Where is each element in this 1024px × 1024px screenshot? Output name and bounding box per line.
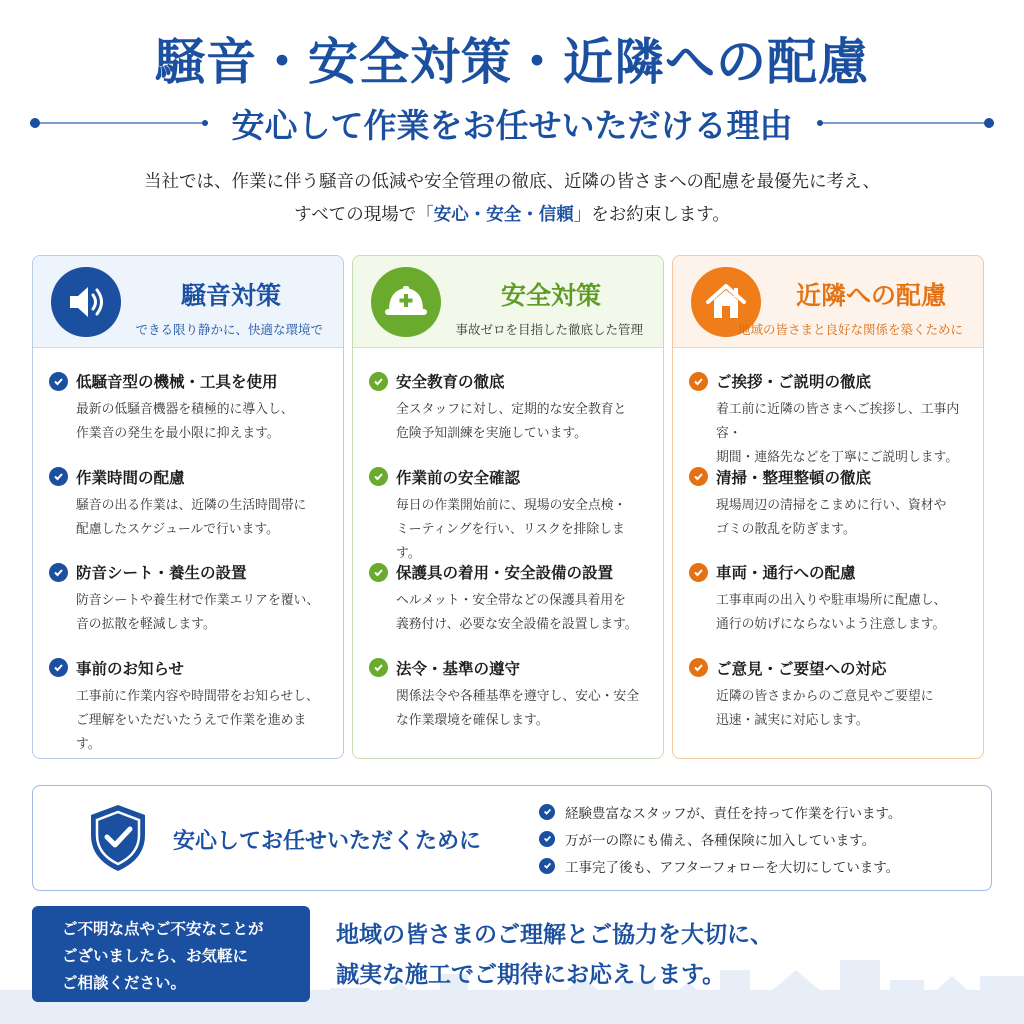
list-item xyxy=(539,852,901,879)
closing-line: 地域の皆さまのご理解とご協力を大切に、 xyxy=(336,921,773,948)
shield-check-icon xyxy=(85,802,151,878)
item-desc-line: 騒音の出る作業は、近隣の生活時間帯に xyxy=(76,497,307,513)
list-item xyxy=(689,657,969,753)
list-item xyxy=(369,657,649,753)
list-item xyxy=(689,370,969,466)
item-desc-line: 着工前に近隣の皆さまへご挨拶し、工事内容・ xyxy=(716,402,960,441)
list-item xyxy=(689,466,969,562)
card-neighborhood-header xyxy=(673,256,983,348)
check-icon xyxy=(369,372,388,391)
item-desc-line: 危険予知訓練を実施しています。 xyxy=(396,426,587,441)
card-neighborhood-title: 近隣への配慮 xyxy=(795,281,946,310)
card-safety-header xyxy=(353,256,663,348)
list-item xyxy=(539,798,901,825)
list-item xyxy=(369,561,649,657)
intro-line-2 xyxy=(0,199,1024,232)
item-desc-line: 迅速・誠実に対応します。 xyxy=(716,712,869,728)
assurance-item-text: 経験豊富なスタッフが、責任を持って作業を行います。 xyxy=(565,805,902,822)
card-neighborhood-subtitle: 地域の皆さまと良好な関係を築くために xyxy=(737,322,963,337)
item-desc-line: ヘルメット・安全帯などの保護具着用を xyxy=(396,593,626,608)
item-title: 法令・基準の遵守 xyxy=(396,659,521,678)
intro-line-1: 当社では、作業に伴う騒音の低減や安全管理の徹底、近隣の皆さまへの配慮を最優先に考え、 xyxy=(143,172,881,192)
list-item xyxy=(49,561,329,657)
item-desc-line: 義務付け、必要な安全設備を設置します。 xyxy=(396,617,638,632)
item-desc-line: 近隣の皆さまからのご意見やご要望に xyxy=(716,688,934,704)
closing-line: 誠実な施工でご期待にお応えします。 xyxy=(336,961,726,988)
page-subtitle: 安心して作業をお任せいただける理由 xyxy=(231,105,793,145)
card-noise-subtitle: できる限り静かに、快適な環境で xyxy=(135,322,323,337)
item-desc-line: 音の拡散を軽減します。 xyxy=(76,617,216,632)
item-desc-line: な作業環境を確保します。 xyxy=(396,712,549,728)
item-desc-line: 工事前に作業内容や時間帯をお知らせし、 xyxy=(76,688,319,704)
item-title: 車両・通行への配慮 xyxy=(716,564,856,582)
item-title: ご挨拶・ご説明の徹底 xyxy=(716,373,872,391)
list-item xyxy=(369,466,649,562)
check-icon xyxy=(369,563,388,582)
item-desc-line: 現場周辺の清掃をこまめに行い、資材や xyxy=(716,497,947,513)
item-title: 低騒音型の機械・工具を使用 xyxy=(76,373,278,391)
check-icon xyxy=(49,372,68,391)
closing-message xyxy=(336,915,773,995)
contact-box xyxy=(32,906,310,1002)
check-icon xyxy=(369,658,388,677)
check-icon xyxy=(689,658,708,677)
item-title: ご意見・ご要望への対応 xyxy=(716,659,887,678)
intro-highlight: 安心・安全・信頼 xyxy=(433,205,574,225)
item-desc-line: 防音シートや養生材で作業エリアを覆い、 xyxy=(76,593,320,608)
item-desc-line: 期間・連絡先などを丁寧にご説明します。 xyxy=(716,450,959,465)
assurance-item-text: 万が一の際にも備え、各種保険に加入しています。 xyxy=(565,832,876,849)
card-noise xyxy=(32,255,344,759)
assurance-list xyxy=(539,798,901,879)
item-title: 作業前の安全確認 xyxy=(396,468,521,487)
item-desc-line: 全スタッフに対し、定期的な安全教育と xyxy=(396,402,627,417)
item-desc-line: 毎日の作業開始前に、現場の安全点検・ xyxy=(396,497,627,513)
item-desc-line: 通行の妨げにならないよう注意します。 xyxy=(716,617,946,632)
contact-line: ご不明な点やご不安なことが xyxy=(62,920,264,938)
list-item xyxy=(49,370,329,466)
intro-line-2-pre: すべての現場で「 xyxy=(294,205,434,225)
contact-line: ございましたら、お気軽に xyxy=(62,947,249,965)
assurance-title: 安心してお任せいただくために xyxy=(173,829,482,854)
item-title: 作業時間の配慮 xyxy=(76,468,185,487)
card-neighborhood xyxy=(672,255,984,759)
item-title: 保護具の着用・安全設備の設置 xyxy=(396,564,614,582)
list-item xyxy=(49,657,329,753)
check-icon xyxy=(539,831,555,847)
item-desc-line: ゴミの散乱を防ぎます。 xyxy=(716,521,856,537)
card-noise-title: 騒音対策 xyxy=(180,281,281,310)
intro-line-2-post: 」をお約束します。 xyxy=(573,205,730,225)
list-item xyxy=(689,561,969,657)
item-desc-line: ご理解をいただいたうえで作業を進めます。 xyxy=(76,712,307,752)
subtitle-row xyxy=(30,100,994,146)
check-icon xyxy=(369,467,388,486)
list-item xyxy=(539,825,901,852)
item-desc-line: 関係法令や各種基準を遵守し、安心・安全 xyxy=(396,688,640,704)
check-icon xyxy=(49,658,68,677)
check-icon xyxy=(539,804,555,820)
page-title: 騒音・安全対策・近隣への配慮 xyxy=(155,32,869,91)
item-title: 防音シート・養生の設置 xyxy=(76,564,247,582)
check-icon xyxy=(49,563,68,582)
intro-text xyxy=(0,166,1024,232)
check-icon xyxy=(539,858,555,874)
card-safety-subtitle: 事故ゼロを目指した徹底した管理 xyxy=(455,322,643,337)
check-icon xyxy=(689,372,708,391)
assurance-box xyxy=(32,785,992,891)
item-desc-line: 配慮したスケジュールで行います。 xyxy=(76,521,279,537)
list-item xyxy=(369,370,649,466)
item-desc-line: 作業音の発生を最小限に抑えます。 xyxy=(76,426,280,441)
check-icon xyxy=(689,467,708,486)
item-desc-line: 工事車両の出入りや駐車場所に配慮し、 xyxy=(716,593,947,608)
assurance-item-text: 工事完了後も、アフターフォローを大切にしています。 xyxy=(565,859,900,876)
speaker-icon xyxy=(51,267,121,337)
check-icon xyxy=(49,467,68,486)
card-safety xyxy=(352,255,664,759)
item-title: 安全教育の徹底 xyxy=(396,373,505,391)
item-title: 事前のお知らせ xyxy=(76,659,185,678)
check-icon xyxy=(689,563,708,582)
item-title: 清掃・整理整頓の徹底 xyxy=(716,468,872,487)
item-desc-line: 最新の低騒音機器を積極的に導入し、 xyxy=(76,402,294,417)
item-desc-line: ミーティングを行い、リスクを排除します。 xyxy=(396,521,625,561)
list-item xyxy=(49,466,329,562)
subtitle-divider-right xyxy=(817,122,995,124)
card-safety-title: 安全対策 xyxy=(500,281,601,310)
subtitle-divider-left xyxy=(30,122,208,124)
helmet-icon xyxy=(371,267,441,337)
contact-line: ご相談ください。 xyxy=(62,974,187,992)
card-noise-header xyxy=(33,256,343,348)
